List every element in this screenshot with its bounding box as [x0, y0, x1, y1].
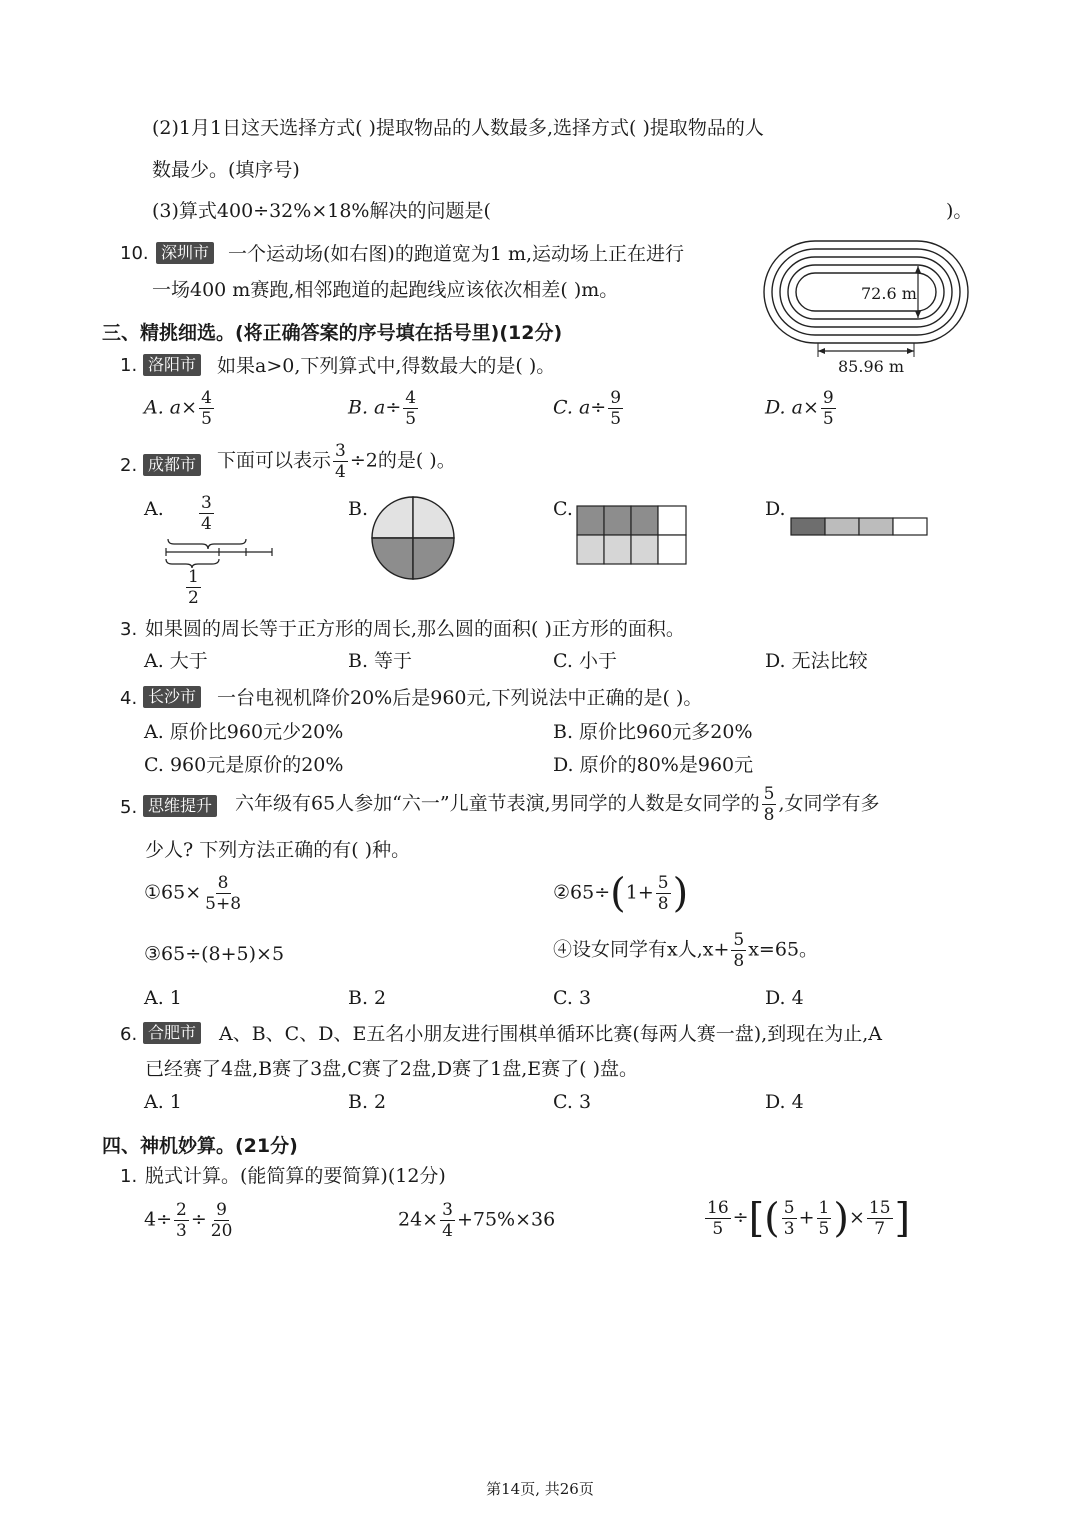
s3-q2-option-a-label: A.: [144, 498, 164, 520]
s3-q1-option-a: A. a× $\frac{4}{5}$: [144, 388, 212, 429]
s3-q6-option-b: B. 2: [348, 1091, 387, 1113]
s3-q2-option-d-label: D.: [765, 498, 786, 520]
track-width-label: 85.96 m: [838, 357, 905, 376]
expression-3: $\frac{16}{5}$ ÷[( $\frac{5}{3}$ + $\frac{1}{5}$ )× $\frac{15}{7}$ ]: [707, 1195, 911, 1242]
s3-q1-option-d: D. a× $\frac{9}{5}$: [765, 388, 834, 429]
s3-q3-option-b: B. 等于: [348, 650, 413, 672]
s3-q2-option-c-label: C.: [553, 498, 573, 520]
s3-q4-text: 一台电视机降价20%后是960元,下列说法中正确的是( )。: [217, 687, 703, 709]
s3-q4-option-d: D. 原价的80%是960元: [553, 754, 754, 776]
q10-line1: 一个运动场(如右图)的跑道宽为1 m,运动场上正在进行: [228, 243, 685, 265]
s3-q6-option-a: A. 1: [144, 1091, 182, 1113]
city-tag: 成都市: [143, 454, 201, 476]
s3-q6-line1: A、B、C、D、E五名小朋友进行围棋单循环比赛(每两人赛一盘),到现在为止,A: [219, 1023, 882, 1045]
s3-q6-option-d: D. 4: [765, 1091, 804, 1113]
s3-q5-method-4: ④设女同学有x人,x+ $\frac{5}{8}$ x=65。: [553, 930, 819, 971]
s3-q5-option-b: B. 2: [348, 987, 387, 1009]
track-height-label: 72.6 m: [861, 284, 917, 303]
s3-q5-line1: 六年级有65人参加“六一”儿童节表演,男同学的人数是女同学的 $\frac{5}{8}$ ,女同学有多: [235, 784, 880, 825]
s3-q2-text: 下面可以表示 $\frac{3}{4}$ ÷2的是( )。: [217, 441, 456, 482]
optA-segment-diagram: [164, 535, 278, 569]
optD-bar-diagram: [790, 516, 930, 538]
section3-title: 三、精挑细选。(将正确答案的序号填在括号里)(12分): [102, 322, 563, 344]
s3-q1-text: 如果a>0,下列算式中,得数最大的是( )。: [217, 355, 556, 377]
s4-q1-number: 1.: [120, 1166, 138, 1187]
city-tag: 合肥市: [143, 1022, 201, 1044]
optC-grid-diagram: [576, 505, 688, 565]
s3-q6-line2: 已经赛了4盘,B赛了3盘,C赛了2盘,D赛了1盘,E赛了( )盘。: [145, 1058, 638, 1080]
city-tag: 长沙市: [143, 686, 201, 708]
s3-q5-option-d: D. 4: [765, 987, 804, 1009]
q9-part2-line1: (2)1月1日这天选择方式( )提取物品的人数最多,选择方式( )提取物品的人: [152, 117, 764, 139]
s3-q6-number: 6.: [120, 1024, 138, 1045]
s3-q3-option-d: D. 无法比较: [765, 650, 868, 672]
optA-top-fraction: $\frac{3}{4}$: [201, 493, 212, 534]
s3-q5-option-c: C. 3: [553, 987, 592, 1009]
s3-q5-line2: 少人? 下列方法正确的有( )种。: [145, 839, 411, 861]
s3-q4-number: 4.: [120, 688, 138, 709]
s3-q4-option-c: C. 960元是原价的20%: [144, 754, 344, 776]
s3-q1-number: 1.: [120, 355, 138, 376]
page-footer: 第14页, 共26页: [486, 1480, 594, 1498]
s3-q2-number: 2.: [120, 455, 138, 476]
s3-q3-option-c: C. 小于: [553, 650, 617, 672]
thinking-tag: 思维提升: [143, 795, 217, 817]
s3-q6-option-c: C. 3: [553, 1091, 592, 1113]
q9-part3-end: )。: [946, 200, 973, 222]
s3-q5-option-a: A. 1: [144, 987, 182, 1009]
s3-q3-option-a: A. 大于: [144, 650, 208, 672]
s4-q1-text: 脱式计算。(能简算的要简算)(12分): [145, 1165, 446, 1187]
s3-q3-text: 如果圆的周长等于正方形的周长,那么圆的面积( )正方形的面积。: [145, 618, 685, 640]
city-tag: 洛阳市: [143, 354, 201, 376]
q9-part3: (3)算式400÷32%×18%解决的问题是(: [152, 200, 491, 222]
q10-number: 10.: [120, 243, 149, 264]
expression-1: 4÷ $\frac{2}{3}$ ÷ $\frac{9}{20}$: [144, 1200, 233, 1241]
s3-q2-option-b-label: B.: [348, 498, 369, 520]
optB-circle-diagram: [370, 495, 456, 581]
s3-q3-number: 3.: [120, 619, 138, 640]
optA-bottom-fraction: $\frac{1}{2}$: [188, 567, 199, 608]
city-tag: 深圳市: [156, 242, 214, 264]
expression-2: 24× $\frac{3}{4}$ +75%×36: [398, 1200, 556, 1241]
s3-q5-method-1: ①65× $\frac{8}{5+8}$: [144, 873, 242, 914]
s3-q4-option-b: B. 原价比960元多20%: [553, 721, 753, 743]
s3-q5-number: 5.: [120, 797, 138, 818]
s3-q1-option-b: B. a÷ $\frac{4}{5}$: [348, 388, 417, 429]
s3-q4-option-a: A. 原价比960元少20%: [144, 721, 344, 743]
s3-q5-method-3: ③65÷(8+5)×5: [144, 943, 285, 965]
q10-tag: [156, 242, 214, 264]
section4-title: 四、神机妙算。(21分): [102, 1135, 298, 1157]
s3-q1-option-c: C. a÷ $\frac{9}{5}$: [553, 388, 622, 429]
s3-q5-method-2: ②65÷(1+ $\frac{5}{8}$ ): [553, 870, 689, 917]
q10-line2: 一场400 m赛跑,相邻跑道的起跑线应该依次相差( )m。: [152, 279, 619, 301]
q9-part2-line2: 数最少。(填序号): [152, 159, 300, 181]
